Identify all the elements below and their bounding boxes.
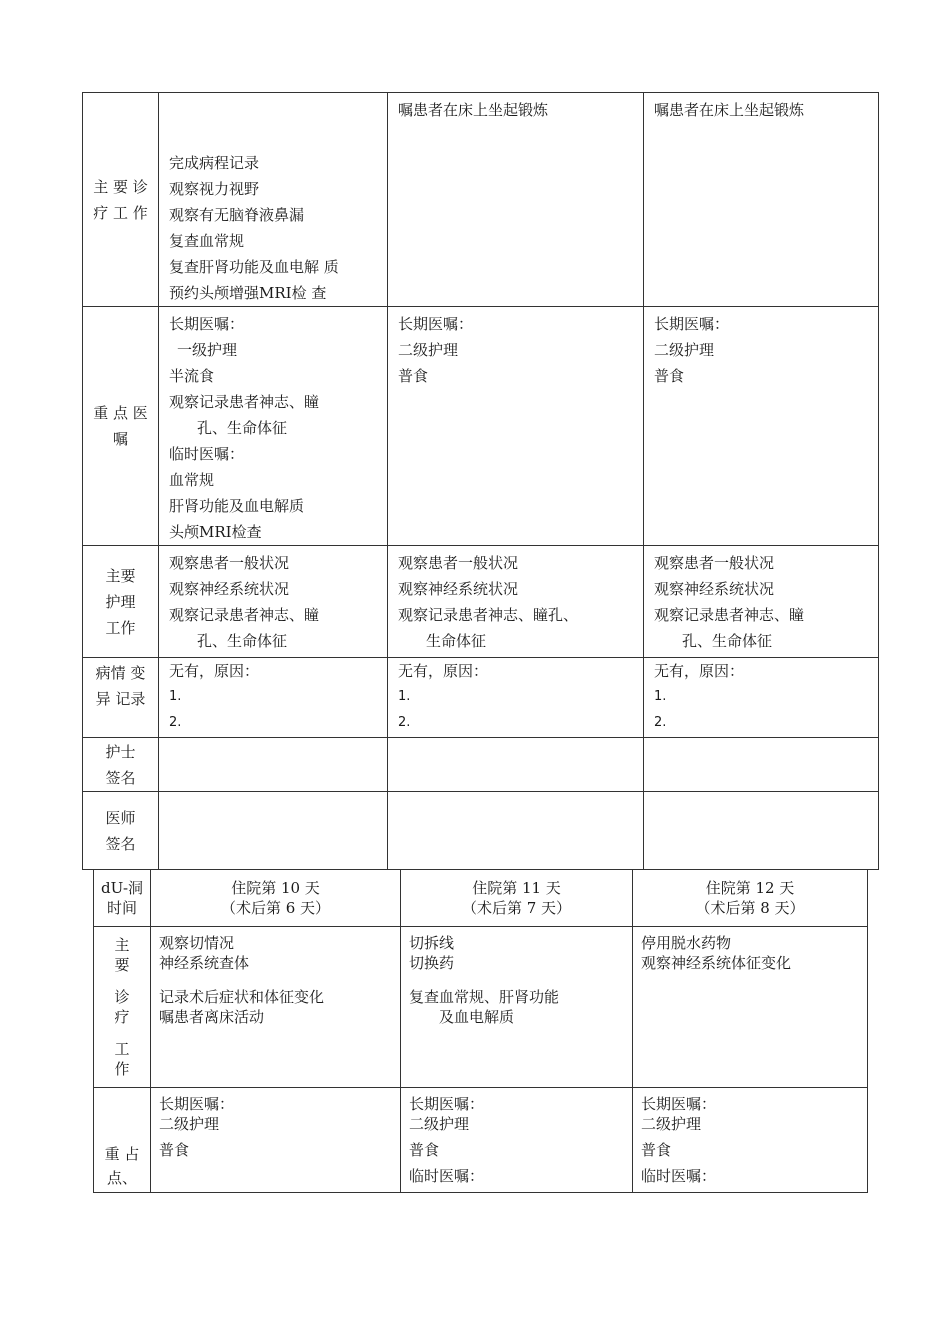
row-variation xyxy=(83,658,879,738)
label-line: 重 点 医 xyxy=(93,404,148,422)
text-line: 长期医嘱： xyxy=(654,315,730,333)
header-day: 住院第 12 天 xyxy=(705,879,795,897)
text-line: 观察神经系统体征变化 xyxy=(641,954,792,972)
nurse-sign-day3[interactable] xyxy=(644,738,879,792)
main-work-day3 xyxy=(644,93,879,307)
pathway-table-upper xyxy=(82,92,879,870)
text-line: 观察患者一般状况 xyxy=(398,554,519,572)
label-line: 作 xyxy=(114,1060,130,1078)
orders-day1 xyxy=(159,307,388,546)
label-line: 病情 变 xyxy=(95,664,146,682)
text-line: 二级护理 xyxy=(641,1115,702,1133)
text-line: 2. xyxy=(398,715,411,730)
label-key-orders xyxy=(83,307,159,546)
label-nurse-sign xyxy=(83,738,159,792)
text-line: 2. xyxy=(654,715,667,730)
text-line: 临时医嘱： xyxy=(169,445,245,463)
row-nursing xyxy=(83,546,879,658)
label-line: 医师 xyxy=(105,808,136,827)
text-line: 1. xyxy=(398,689,411,704)
text-line: 长期医嘱： xyxy=(409,1095,485,1113)
header-day: 住院第 11 天 xyxy=(472,879,561,897)
orders-day12 xyxy=(633,1088,868,1193)
main-work-day11 xyxy=(401,927,633,1088)
text-line: 普食 xyxy=(398,367,429,385)
label-line: 护理 xyxy=(105,592,136,611)
text-line: 临时医嘱： xyxy=(641,1167,717,1185)
label-nursing xyxy=(83,546,159,658)
text-line: 头颅MRI检查 xyxy=(169,523,262,541)
text-line: 2. xyxy=(169,715,182,730)
text-line: 1. xyxy=(654,689,667,704)
text-line: 嘱患者在床上坐起锻炼 xyxy=(398,101,549,119)
text-line: 预约头颅增强MRI检 查 xyxy=(169,284,327,302)
text-line: 长期医嘱： xyxy=(641,1095,717,1113)
spacer xyxy=(409,973,624,987)
text-line: 观察记录患者神志、瞳 xyxy=(169,393,320,411)
text-line: 无有，原因： xyxy=(169,662,260,680)
text-line: 复查血常规、肝肾功能 xyxy=(409,988,560,1006)
text-line: 二级护理 xyxy=(159,1115,220,1133)
text-line: 切拆线 xyxy=(409,934,455,952)
text-line: 长期医嘱： xyxy=(159,1095,235,1113)
text-line: 观察神经系统状况 xyxy=(654,580,775,598)
pathway-table-lower xyxy=(93,869,868,1193)
label-line: 时间 xyxy=(106,899,137,917)
text-line: 观察切情况 xyxy=(159,934,235,952)
text-line: 切换药 xyxy=(409,954,455,972)
text-line: 嘱患者离床活动 xyxy=(159,1008,265,1026)
text-line: 无有，原因： xyxy=(654,662,745,680)
nursing-day1 xyxy=(159,546,388,658)
main-work-day12 xyxy=(633,927,868,1088)
text-line: 一级护理 xyxy=(177,341,238,359)
text-line: 血常规 xyxy=(169,471,215,489)
text-line: 完成病程记录 xyxy=(169,154,260,172)
label-line: 工作 xyxy=(105,618,136,637)
nurse-sign-day2[interactable] xyxy=(388,738,644,792)
row-doctor-sign xyxy=(83,792,879,870)
main-work-day10 xyxy=(151,927,401,1088)
row-main-work-2 xyxy=(94,927,868,1088)
label-line: 点、 xyxy=(106,1169,137,1187)
row-key-orders-2 xyxy=(94,1088,868,1193)
label-line: 工 xyxy=(114,1040,130,1058)
text-line: 观察视力视野 xyxy=(169,180,260,198)
header-sub: （术后第 7 天） xyxy=(461,899,572,917)
text-line: 观察记录患者神志、瞳 xyxy=(654,606,805,624)
header-day12 xyxy=(633,870,868,927)
text-line: 生命体征 xyxy=(426,632,487,650)
row-time-header xyxy=(94,870,868,927)
text-line: 及血电解质 xyxy=(439,1008,515,1026)
label-line: 护士 xyxy=(105,742,136,761)
label-line: 重 占 xyxy=(104,1145,140,1163)
nursing-day3 xyxy=(644,546,879,658)
text-line: 孔、生命体征 xyxy=(197,632,288,650)
header-sub: （术后第 8 天） xyxy=(695,899,805,917)
label-main-work-2 xyxy=(94,927,151,1088)
label-main-work xyxy=(83,93,159,307)
text-line: 孔、生命体征 xyxy=(682,632,773,650)
text-line: 停用脱水药物 xyxy=(641,934,732,952)
row-nurse-sign xyxy=(83,738,879,792)
row-main-work xyxy=(83,93,879,307)
text-line: 无有，原因： xyxy=(398,662,489,680)
label-line: 签名 xyxy=(105,834,136,853)
label-line: 主 xyxy=(114,936,130,954)
text-line: 复查血常规 xyxy=(169,232,245,250)
text-line: 观察患者一般状况 xyxy=(654,554,775,572)
header-day11 xyxy=(401,870,633,927)
text-line: 复查肝肾功能及血电解 质 xyxy=(169,258,339,276)
label-variation xyxy=(83,658,159,738)
text-line: 孔、生命体征 xyxy=(197,419,288,437)
orders-day11 xyxy=(401,1088,633,1193)
doctor-sign-day2[interactable] xyxy=(388,792,644,870)
row-key-orders xyxy=(83,307,879,546)
doctor-sign-day1[interactable] xyxy=(159,792,388,870)
label-line: 异 记录 xyxy=(95,690,146,708)
text-line: 二级护理 xyxy=(409,1115,470,1133)
header-sub: （术后第 6 天） xyxy=(220,899,331,917)
text-line: 嘱患者在床上坐起锻炼 xyxy=(654,101,805,119)
doctor-sign-day3[interactable] xyxy=(644,792,879,870)
text-line: 观察患者一般状况 xyxy=(169,554,290,572)
spacer xyxy=(159,973,392,987)
label-key-orders-2 xyxy=(94,1088,151,1193)
text-line: 普食 xyxy=(409,1141,440,1159)
text-line: 二级护理 xyxy=(654,341,715,359)
label-line: 嘱 xyxy=(112,430,128,448)
label-line: 签名 xyxy=(105,768,136,787)
label-line: 诊 xyxy=(114,988,130,1006)
text-line: 普食 xyxy=(641,1141,672,1159)
label-line: 主要 xyxy=(105,566,136,585)
text-line: 普食 xyxy=(654,367,685,385)
variation-day2 xyxy=(388,658,644,738)
nurse-sign-day1[interactable] xyxy=(159,738,388,792)
text-line: 观察记录患者神志、瞳孔、 xyxy=(398,606,579,624)
text-line: 1. xyxy=(169,689,182,704)
header-day10 xyxy=(151,870,401,927)
orders-day2 xyxy=(388,307,644,546)
label-line: 疗 xyxy=(114,1008,130,1026)
label-line: 要 xyxy=(114,956,130,974)
nursing-day2 xyxy=(388,546,644,658)
text-line: 普食 xyxy=(159,1141,190,1159)
variation-day1 xyxy=(159,658,388,738)
label-line: 疗 工 作 xyxy=(93,203,148,222)
orders-day10 xyxy=(151,1088,401,1193)
variation-day3 xyxy=(644,658,879,738)
header-day: 住院第 10 天 xyxy=(231,879,320,897)
text-line: 长期医嘱： xyxy=(398,315,474,333)
main-work-day2 xyxy=(388,93,644,307)
text-line: 神经系统查体 xyxy=(159,954,250,972)
label-time xyxy=(94,870,151,927)
text-line: 二级护理 xyxy=(398,341,459,359)
text-line: 记录术后症状和体征变化 xyxy=(159,988,325,1006)
text-line: 肝肾功能及血电解质 xyxy=(169,497,305,515)
label-line: dU-洞 xyxy=(100,879,144,897)
text-line: 长期医嘱： xyxy=(169,315,245,333)
label-line: 主 要 诊 xyxy=(93,177,148,196)
orders-day3 xyxy=(644,307,879,546)
main-work-day1 xyxy=(159,93,388,307)
text-line: 观察神经系统状况 xyxy=(169,580,290,598)
text-line: 观察神经系统状况 xyxy=(398,580,519,598)
text-line: 观察记录患者神志、瞳 xyxy=(169,606,320,624)
text-line: 半流食 xyxy=(169,367,215,385)
text-line: 观察有无脑脊液鼻漏 xyxy=(169,206,305,224)
label-doctor-sign xyxy=(83,792,159,870)
text-line: 临时医嘱： xyxy=(409,1167,485,1185)
